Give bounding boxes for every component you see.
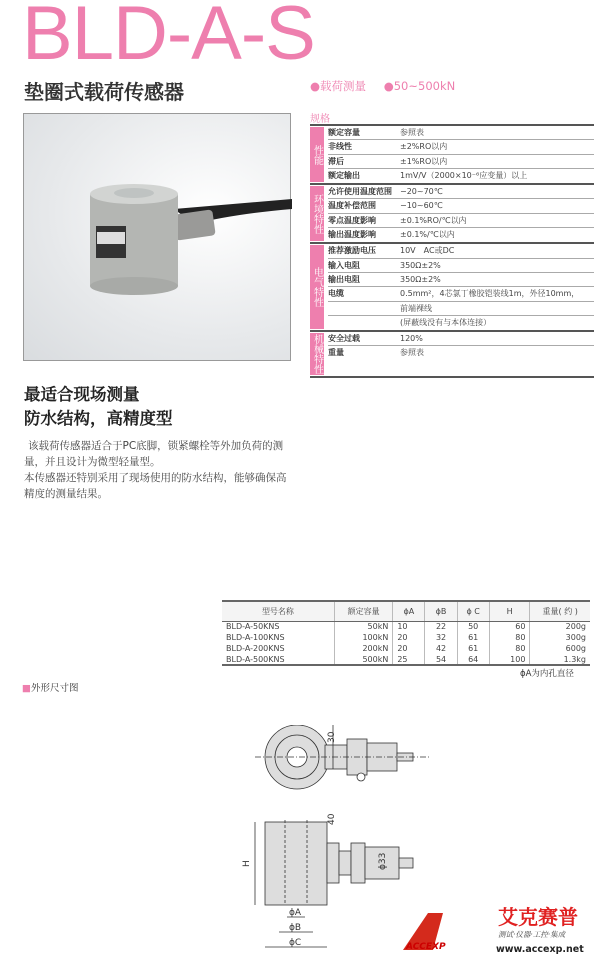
- spec-value: 120%: [400, 334, 423, 344]
- logo-tagline: 测试·仪器·工控·集成: [498, 930, 566, 939]
- table-cell: 64: [457, 654, 489, 665]
- table-cell: 20: [393, 643, 425, 654]
- dim-c: ϕC: [289, 938, 302, 948]
- table-note: ϕA为内孔直径: [520, 669, 574, 679]
- spec-key: 额定输出: [328, 170, 360, 180]
- spec-row: [328, 302, 594, 316]
- spec-value: ±0.1%RO/℃以内: [400, 215, 467, 225]
- dim-40: 40: [327, 813, 337, 825]
- spec-key: 电缆: [328, 289, 344, 299]
- table-cell: 54: [425, 654, 457, 665]
- spec-row: [328, 332, 594, 346]
- dim-a: ϕA: [289, 908, 302, 918]
- spec-value: −10~60℃: [400, 201, 443, 211]
- column-header: ϕ C: [457, 601, 489, 621]
- spec-value: ±0.1%/℃以内: [400, 230, 455, 240]
- table-cell: 61: [457, 632, 489, 643]
- spec-group-label: 机械特性: [311, 334, 323, 375]
- dimension-title-text: 外形尺寸图: [30, 683, 79, 694]
- top-view: [255, 725, 430, 789]
- spec-row: [328, 140, 594, 154]
- side-view: [255, 820, 413, 947]
- accexp-logo: [398, 905, 598, 957]
- table-cell: 20: [393, 632, 425, 643]
- table-row: [222, 654, 590, 665]
- heading-line: 最适合现场测量: [24, 385, 140, 404]
- table-cell: 61: [457, 643, 489, 654]
- table-cell: 22: [425, 621, 457, 632]
- table-cell: 80: [489, 632, 530, 643]
- column-header: ϕA: [393, 601, 425, 621]
- spec-value: ±2%RO以内: [400, 142, 448, 152]
- spec-key: 输出电阻: [328, 274, 360, 284]
- spec-key: 推荐激励电压: [328, 246, 376, 256]
- spec-value: 参照表: [400, 128, 424, 137]
- spec-row: [328, 214, 594, 228]
- column-header: 重量( 约 ): [530, 601, 590, 621]
- spec-table: [310, 124, 594, 378]
- spec-value: ±1%RO以内: [400, 156, 448, 166]
- logo-name: 艾克赛普: [498, 905, 578, 929]
- table-cell: 42: [425, 643, 457, 654]
- tag-range: ●50~500kN: [383, 79, 456, 93]
- square-bullet-icon: ■: [22, 683, 31, 694]
- table-cell: 100kN: [334, 632, 392, 643]
- table-cell: BLD-A-100KNS: [226, 633, 285, 642]
- spec-key: 零点温度影响: [328, 215, 376, 225]
- logo-url: www.accexp.net: [496, 944, 584, 955]
- spec-row: [328, 316, 594, 330]
- spec-key: 滞后: [328, 156, 344, 166]
- column-header: 型号名称: [222, 601, 334, 621]
- table-cell: 1.3kg: [530, 654, 590, 665]
- spec-value: 10V AC或DC: [400, 246, 455, 256]
- spec-row: [328, 169, 594, 183]
- spec-key: 额定容量: [328, 128, 360, 137]
- table-cell: 200kN: [334, 643, 392, 654]
- dim-33: ϕ33: [378, 852, 388, 870]
- spec-row: [328, 259, 594, 273]
- spec-value: −20~70℃: [400, 187, 443, 197]
- dim-h: H: [242, 860, 252, 867]
- dim-b: ϕB: [289, 923, 302, 933]
- table-cell: 25: [393, 654, 425, 665]
- spec-row: [328, 287, 594, 301]
- table-cell: 60: [489, 621, 530, 632]
- spec-value: 参照表: [400, 348, 424, 358]
- spec-row: [328, 185, 594, 199]
- spec-row: [328, 273, 594, 287]
- spec-group: [310, 332, 594, 378]
- table-row: [222, 621, 590, 632]
- spec-group-label: 性能: [310, 127, 324, 182]
- table-cell: 80: [489, 643, 530, 654]
- column-header: 额定容量: [334, 601, 392, 621]
- spec-value: 0.5mm²，4芯氯丁橡胶铠装线1m，外径10mm，: [400, 289, 580, 299]
- table-cell: 200g: [530, 621, 590, 632]
- spec-key: 非线性: [328, 142, 352, 152]
- spec-row: [328, 244, 594, 258]
- table-row: [222, 632, 590, 643]
- spec-label: 规格: [310, 114, 330, 125]
- table-cell: 600g: [530, 643, 590, 654]
- spec-key: 重量: [328, 348, 344, 358]
- feature-heading: [24, 383, 173, 431]
- spec-value: (屏蔽线没有与本体连接）: [400, 317, 492, 327]
- product-subtitle: 垫圈式载荷传感器: [24, 80, 184, 104]
- table-cell: 10: [393, 621, 425, 632]
- dimension-title: [22, 680, 79, 694]
- description: [24, 438, 296, 502]
- heading-line: 防水结构，高精度型: [24, 409, 173, 428]
- table-cell: 300g: [530, 632, 590, 643]
- spec-key: 输出温度影响: [328, 230, 376, 240]
- spec-row: [328, 346, 594, 360]
- table-cell: BLD-A-200KNS: [226, 644, 285, 653]
- spec-row: [328, 155, 594, 169]
- spec-key: 允许使用温度范围: [328, 187, 392, 197]
- spec-group: [310, 244, 594, 332]
- spec-value: 350Ω±2%: [400, 260, 441, 270]
- table-cell: 100: [489, 654, 530, 665]
- column-header: H: [489, 601, 530, 621]
- spec-group-label: 环境特性: [310, 186, 324, 241]
- table-cell: 50: [457, 621, 489, 632]
- spec-row: [328, 126, 594, 140]
- table-cell: 32: [425, 632, 457, 643]
- spec-group: [310, 185, 594, 244]
- column-header: ϕB: [425, 601, 457, 621]
- load-cell-image: [24, 114, 292, 362]
- table-cell: BLD-A-500KNS: [222, 654, 334, 665]
- spec-row: [328, 228, 594, 242]
- description-paragraph: 本传感器还特别采用了现场使用的防水结构，能够确保高精度的测量结果。: [24, 472, 287, 500]
- dim-30: 30: [327, 731, 337, 743]
- spec-key: [328, 302, 400, 315]
- spec-value: 1mV/V（2000×10⁻⁶应变量）以上: [400, 170, 528, 180]
- spec-key: 输入电阻: [328, 260, 360, 270]
- table-cell: BLD-A-50KNS: [226, 622, 280, 632]
- spec-group: [310, 126, 594, 185]
- product-photo: [23, 113, 291, 361]
- spec-row: [328, 199, 594, 213]
- spec-value: 350Ω±2%: [400, 274, 441, 284]
- table-cell: 50kN: [334, 621, 392, 632]
- spec-value: 前端裸线: [400, 303, 432, 313]
- description-paragraph: 该载荷传感器适合于PC底脚，锁紧螺栓等外加负荷的测量，并且设计为微型轻量型。: [24, 440, 284, 468]
- tag-load-measurement: ●载荷测量: [310, 79, 367, 93]
- logo-mark-text: ACCEXP: [406, 942, 446, 952]
- table-row: [222, 643, 590, 654]
- spec-group-label: 电气特性: [310, 245, 324, 329]
- table-cell: 500kN: [334, 654, 392, 665]
- model-table: [222, 600, 590, 666]
- spec-key: 温度补偿范围: [328, 201, 376, 211]
- product-title: BLD-A-S: [22, 0, 315, 76]
- spec-key: [328, 316, 400, 330]
- feature-tags: [310, 78, 469, 94]
- spec-key: 安全过载: [328, 334, 360, 344]
